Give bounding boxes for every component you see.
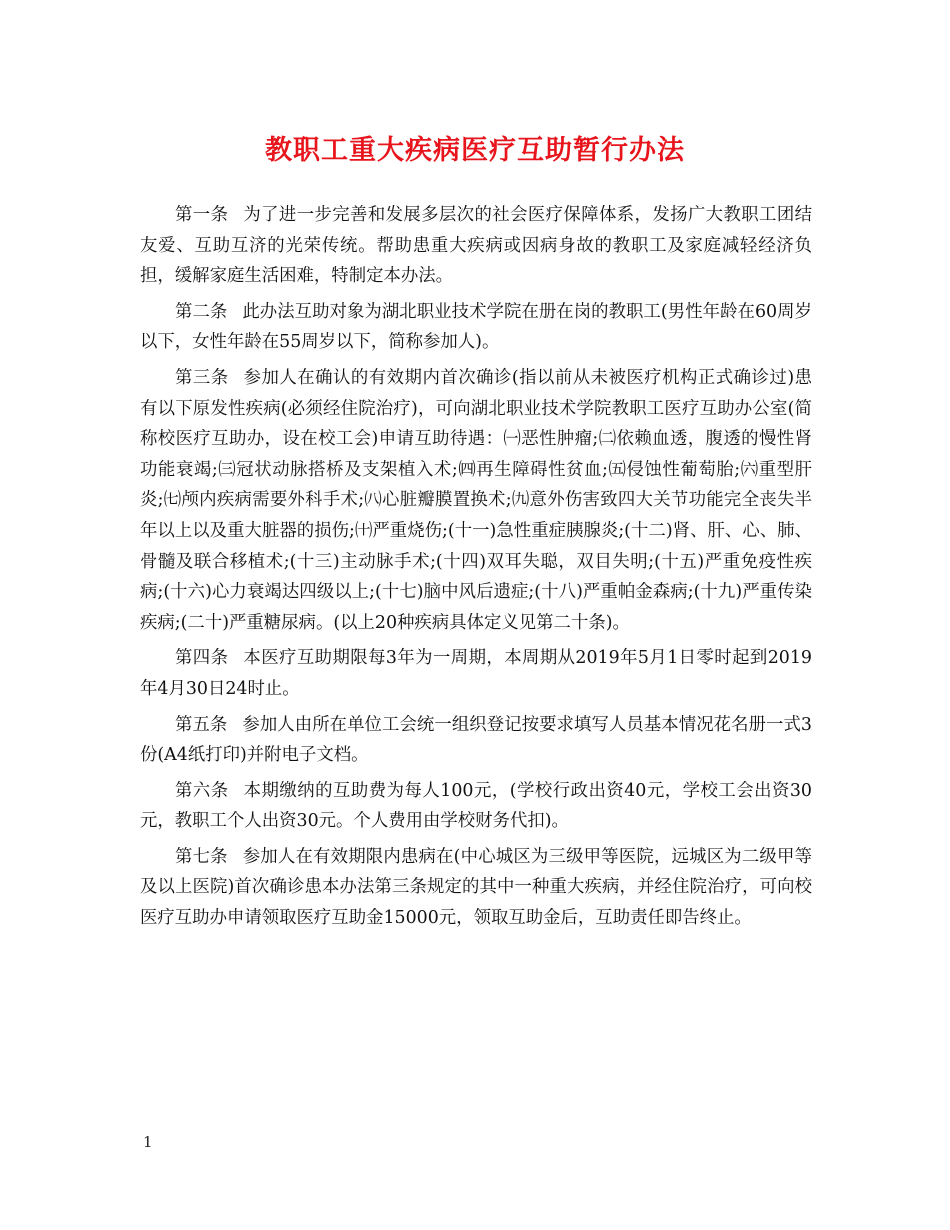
article-2 <box>140 297 812 358</box>
article-text: 此办法互助对象为湖北职业技术学院在册在岗的教职工(男性年龄在60周岁以下，女性年龄在55周岁以下，简称参加人)。 <box>140 301 812 353</box>
article-label: 第七条 <box>175 846 228 867</box>
article-label: 第四条 <box>175 648 229 669</box>
document-title: 教职工重大疾病医疗互助暂行办法 <box>265 135 685 166</box>
article-7 <box>140 842 812 934</box>
article-label: 第一条 <box>175 205 229 225</box>
document-body <box>140 200 812 934</box>
article-5 <box>140 710 812 771</box>
page-number: 1 <box>143 1133 153 1151</box>
article-4 <box>140 643 812 704</box>
article-label: 第六条 <box>175 780 229 801</box>
article-text: 参加人在有效期限内患病在(中心城区为三级甲等医院，远城区为二级甲等及以上医院)首次确诊患本办法第三条规定的其中一种重大疾病，并经住院治疗，可向校医疗互助办申请领取医疗互助金15000元，领取互助金后，互助责任即告终止。 <box>140 846 812 929</box>
article-text: 本医疗互助期限每3年为一周期，本周期从2019年5月1日零时起到2019年4月30日24时止。 <box>140 648 812 699</box>
article-3 <box>140 363 812 638</box>
article-label: 第五条 <box>175 714 228 735</box>
article-text: 本期缴纳的互助费为每人100元，(学校行政出资40元，学校工会出资30元，教职工个人出资30元。个人费用由学校财务代扣)。 <box>140 780 812 832</box>
article-label: 第三条 <box>175 367 229 388</box>
article-text: 参加人在确认的有效期内首次确诊(指以前从未被医疗机构正式确诊过)患有以下原发性疾病(必须经住院治疗)，可向湖北职业技术学院教职工医疗互助办公室(简称校医疗互助办，设在校工会)申请互助待遇：㈠恶性肿瘤;㈡依赖血透，腹透的慢性肾功能衰竭;㈢冠状动脉搭桥及支架植入术;㈣再生障碍性贫血;㈤侵蚀性葡萄胎;㈥重型肝炎;㈦颅内疾病需要外科手术;㈧心脏瓣膜置换术;㈨意外伤害致四大关节功能完全丧失半年以上以及重大脏器的损伤;㈩严重烧伤;(十一)急性重症胰腺炎;(十二)肾、肝、心、肺、骨髓及联合移植术;(十三)主动脉手术;(十四)双耳失聪，双目失明;(十五)严重免疫性疾病;(十六)心力衰竭达四级以上;(十七)脑中风后遗症;(十八)严重帕金森病;(十九)严重传染疾病;(二十)严重糖尿病。(以上20种疾病具体定义见第二十条)。 <box>140 367 812 633</box>
article-6 <box>140 776 812 837</box>
article-text: 为了进一步完善和发展多层次的社会医疗保障体系，发扬广大教职工团结友爱、互助互济的光荣传统。帮助患重大疾病或因病身故的教职工及家庭减轻经济负担，缓解家庭生活困难，特制定本办法。 <box>140 205 812 287</box>
article-label: 第二条 <box>175 301 228 322</box>
article-1 <box>140 200 812 292</box>
article-text: 参加人由所在单位工会统一组织登记按要求填写人员基本情况花名册一式3份(A4纸打印)并附电子文档。 <box>140 714 812 766</box>
